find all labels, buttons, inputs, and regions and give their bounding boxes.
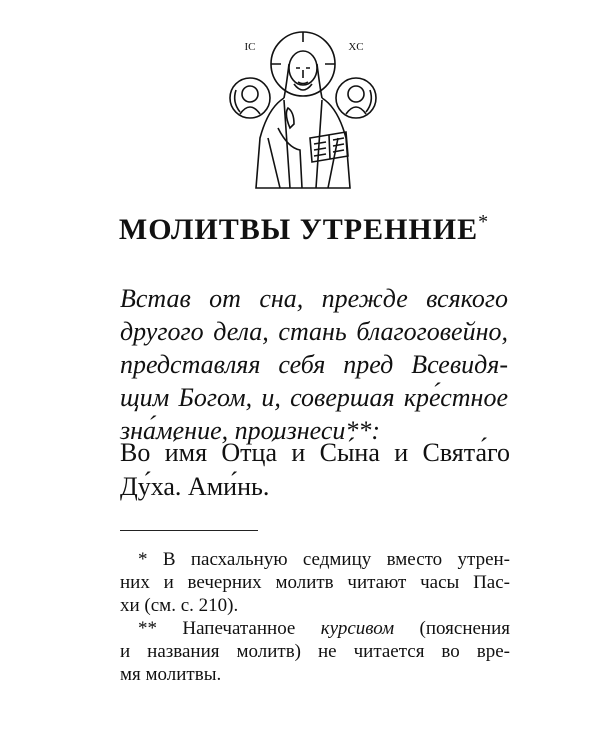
rubric-line: зна́мение, произнеси**: xyxy=(120,416,381,445)
rubric-line: представляя себя пред Всевидя- xyxy=(120,350,508,379)
title-footnote-mark: * xyxy=(478,211,490,233)
title-text: МОЛИТВЫ УТРЕННИЕ xyxy=(118,213,479,246)
rubric-line: Встав от сна, прежде всякого xyxy=(120,284,508,313)
page-title xyxy=(0,213,600,247)
prayer-text xyxy=(120,436,510,504)
rubric-line: щим Богом, и, совершая кре́стное xyxy=(120,383,508,412)
footnote-line: и названия молитв) не читается во вре- xyxy=(120,641,510,662)
prayer-line: Во и́мя Отца́ и Сы́на и Свята́го xyxy=(120,438,510,467)
footnote-text: (пояснения xyxy=(394,618,511,639)
footnote-divider xyxy=(120,530,258,531)
footnotes xyxy=(120,548,510,686)
footnote-line xyxy=(120,617,510,640)
rubric-line: другого дела, стань благоговейно, xyxy=(120,317,508,346)
footnote-italic-word: курсивом xyxy=(320,618,395,639)
footnote-line: хи (см. с. 210). xyxy=(120,595,239,616)
icon-label-right: XC xyxy=(348,41,364,53)
footnote-line: * В пасхальную седмицу вместо утрен- xyxy=(138,549,510,570)
icon-illustration xyxy=(228,28,378,193)
rubric-paragraph xyxy=(120,282,508,447)
footnote-text: ** Напечатанное xyxy=(138,618,321,639)
prayer-line: Ду́ха. Ами́нь. xyxy=(120,472,270,501)
footnote-line: мя молитвы. xyxy=(120,664,222,685)
footnote-line: них и вечерних молитв читают часы Пас- xyxy=(120,572,510,593)
icon-label-left: IC xyxy=(244,41,256,53)
